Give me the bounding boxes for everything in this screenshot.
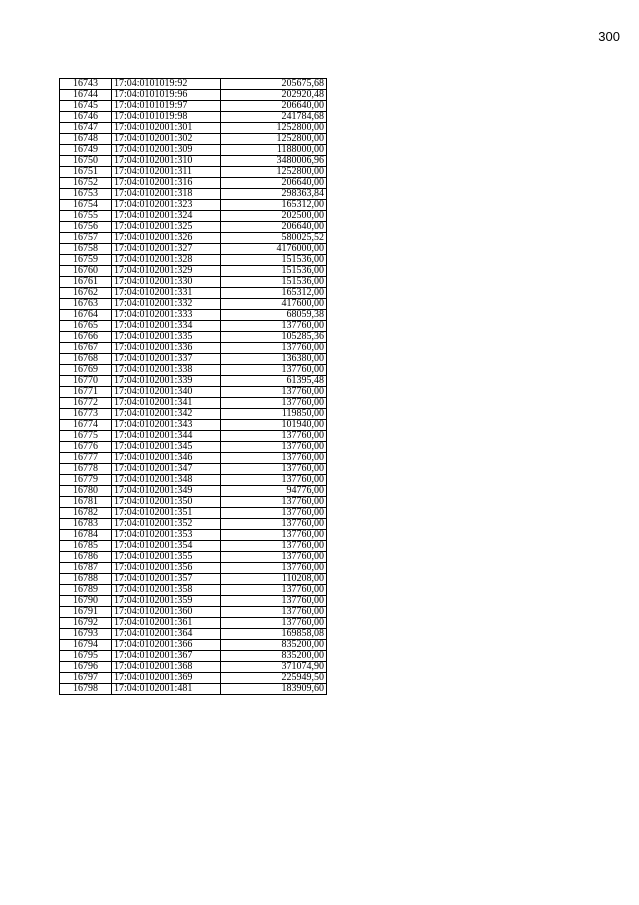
cadastral-number-cell: 17:04:0101019:98	[112, 112, 221, 123]
cadastral-number-cell: 17:04:0102001:301	[112, 123, 221, 134]
cadastral-value-cell: 137760,00	[221, 596, 327, 607]
cadastral-value-cell: 137760,00	[221, 508, 327, 519]
cadastral-number-cell: 17:04:0102001:331	[112, 288, 221, 299]
cadastral-value-cell: 183909,60	[221, 684, 327, 695]
row-number-cell: 16747	[60, 123, 112, 134]
row-number-cell: 16784	[60, 530, 112, 541]
cadastral-number-cell: 17:04:0102001:352	[112, 519, 221, 530]
cadastral-number-cell: 17:04:0102001:311	[112, 167, 221, 178]
row-number-cell: 16760	[60, 266, 112, 277]
cadastral-value-cell: 1252800,00	[221, 167, 327, 178]
cadastral-number-cell: 17:04:0102001:353	[112, 530, 221, 541]
cadastral-value-cell: 1188000,00	[221, 145, 327, 156]
row-number-cell: 16756	[60, 222, 112, 233]
row-number-cell: 16759	[60, 255, 112, 266]
table-row	[60, 508, 327, 519]
cadastral-number-cell: 17:04:0102001:339	[112, 376, 221, 387]
row-number-cell: 16798	[60, 684, 112, 695]
table-row	[60, 629, 327, 640]
row-number-cell: 16776	[60, 442, 112, 453]
row-number-cell: 16762	[60, 288, 112, 299]
table-row	[60, 640, 327, 651]
cadastral-value-cell: 137760,00	[221, 585, 327, 596]
row-number-cell: 16774	[60, 420, 112, 431]
cadastral-value-cell: 206640,00	[221, 222, 327, 233]
table-row	[60, 332, 327, 343]
cadastral-value-cell: 202500,00	[221, 211, 327, 222]
table-row	[60, 684, 327, 695]
table-row	[60, 321, 327, 332]
table-row	[60, 200, 327, 211]
cadastral-number-cell: 17:04:0102001:346	[112, 453, 221, 464]
cadastral-value-cell: 119850,00	[221, 409, 327, 420]
cadastral-number-cell: 17:04:0102001:360	[112, 607, 221, 618]
row-number-cell: 16757	[60, 233, 112, 244]
cadastral-number-cell: 17:04:0102001:323	[112, 200, 221, 211]
cadastral-value-cell: 371074,90	[221, 662, 327, 673]
cadastral-number-cell: 17:04:0102001:367	[112, 651, 221, 662]
cadastral-value-cell: 225949,50	[221, 673, 327, 684]
row-number-cell: 16782	[60, 508, 112, 519]
cadastral-value-cell: 137760,00	[221, 563, 327, 574]
cadastral-number-cell: 17:04:0102001:345	[112, 442, 221, 453]
cadastral-value-cell: 137760,00	[221, 387, 327, 398]
row-number-cell: 16753	[60, 189, 112, 200]
table-row	[60, 101, 327, 112]
row-number-cell: 16748	[60, 134, 112, 145]
cadastral-value-cell: 137760,00	[221, 398, 327, 409]
row-number-cell: 16746	[60, 112, 112, 123]
row-number-cell: 16763	[60, 299, 112, 310]
cadastral-number-cell: 17:04:0102001:356	[112, 563, 221, 574]
cadastral-value-cell: 136380,00	[221, 354, 327, 365]
table-row	[60, 189, 327, 200]
cadastral-value-cell: 151536,00	[221, 255, 327, 266]
table-row	[60, 233, 327, 244]
cadastral-value-cell: 94776,00	[221, 486, 327, 497]
row-number-cell: 16779	[60, 475, 112, 486]
row-number-cell: 16764	[60, 310, 112, 321]
cadastral-number-cell: 17:04:0102001:326	[112, 233, 221, 244]
table-row	[60, 431, 327, 442]
cadastral-value-cell: 241784,68	[221, 112, 327, 123]
row-number-cell: 16775	[60, 431, 112, 442]
cadastral-value-cell: 1252800,00	[221, 123, 327, 134]
cadastral-number-cell: 17:04:0102001:481	[112, 684, 221, 695]
table-row	[60, 178, 327, 189]
row-number-cell: 16744	[60, 90, 112, 101]
cadastral-value-cell: 3480006,96	[221, 156, 327, 167]
cadastral-number-cell: 17:04:0102001:348	[112, 475, 221, 486]
table-row	[60, 398, 327, 409]
table-row	[60, 607, 327, 618]
table-row	[60, 618, 327, 629]
table-row	[60, 90, 327, 101]
cadastral-value-cell: 165312,00	[221, 200, 327, 211]
cadastral-number-cell: 17:04:0102001:361	[112, 618, 221, 629]
page-number: 300	[598, 29, 620, 44]
cadastral-value-cell: 105285,36	[221, 332, 327, 343]
table-row	[60, 376, 327, 387]
cadastral-number-cell: 17:04:0102001:350	[112, 497, 221, 508]
row-number-cell: 16781	[60, 497, 112, 508]
cadastral-number-cell: 17:04:0102001:327	[112, 244, 221, 255]
cadastral-number-cell: 17:04:0102001:324	[112, 211, 221, 222]
row-number-cell: 16792	[60, 618, 112, 629]
table-row	[60, 420, 327, 431]
cadastral-number-cell: 17:04:0102001:310	[112, 156, 221, 167]
cadastral-number-cell: 17:04:0102001:341	[112, 398, 221, 409]
cadastral-number-cell: 17:04:0102001:328	[112, 255, 221, 266]
table-row	[60, 442, 327, 453]
row-number-cell: 16793	[60, 629, 112, 640]
table-row	[60, 134, 327, 145]
table-row	[60, 541, 327, 552]
cadastral-value-cell: 68059,38	[221, 310, 327, 321]
table-row	[60, 596, 327, 607]
table-row	[60, 123, 327, 134]
table-row	[60, 112, 327, 123]
cadastral-number-cell: 17:04:0102001:351	[112, 508, 221, 519]
table-body	[60, 79, 327, 695]
table-row	[60, 552, 327, 563]
table-row	[60, 673, 327, 684]
cadastral-value-cell: 137760,00	[221, 321, 327, 332]
table-row	[60, 453, 327, 464]
row-number-cell: 16788	[60, 574, 112, 585]
cadastral-number-cell: 17:04:0101019:96	[112, 90, 221, 101]
cadastral-value-cell: 137760,00	[221, 618, 327, 629]
cadastral-number-cell: 17:04:0102001:309	[112, 145, 221, 156]
row-number-cell: 16785	[60, 541, 112, 552]
row-number-cell: 16765	[60, 321, 112, 332]
table-row	[60, 79, 327, 90]
cadastral-value-cell: 835200,00	[221, 640, 327, 651]
row-number-cell: 16771	[60, 387, 112, 398]
cadastral-number-cell: 17:04:0102001:358	[112, 585, 221, 596]
table-row	[60, 211, 327, 222]
cadastral-value-cell: 137760,00	[221, 497, 327, 508]
cadastral-number-cell: 17:04:0102001:335	[112, 332, 221, 343]
row-number-cell: 16778	[60, 464, 112, 475]
row-number-cell: 16783	[60, 519, 112, 530]
cadastral-value-cell: 151536,00	[221, 277, 327, 288]
cadastral-number-cell: 17:04:0102001:329	[112, 266, 221, 277]
table-row	[60, 409, 327, 420]
table-row	[60, 244, 327, 255]
table-row	[60, 519, 327, 530]
cadastral-value-cell: 101940,00	[221, 420, 327, 431]
row-number-cell: 16790	[60, 596, 112, 607]
row-number-cell: 16769	[60, 365, 112, 376]
row-number-cell: 16797	[60, 673, 112, 684]
cadastral-number-cell: 17:04:0102001:332	[112, 299, 221, 310]
row-number-cell: 16749	[60, 145, 112, 156]
cadastral-number-cell: 17:04:0102001:347	[112, 464, 221, 475]
cadastral-value-cell: 202920,48	[221, 90, 327, 101]
table-row	[60, 365, 327, 376]
cadastral-value-cell: 137760,00	[221, 607, 327, 618]
table-row	[60, 145, 327, 156]
cadastral-value-cell: 835200,00	[221, 651, 327, 662]
row-number-cell: 16761	[60, 277, 112, 288]
row-number-cell: 16796	[60, 662, 112, 673]
cadastral-number-cell: 17:04:0102001:366	[112, 640, 221, 651]
cadastral-value-cell: 4176000,00	[221, 244, 327, 255]
cadastral-value-cell: 137760,00	[221, 365, 327, 376]
row-number-cell: 16794	[60, 640, 112, 651]
cadastral-value-cell: 417600,00	[221, 299, 327, 310]
cadastral-number-cell: 17:04:0101019:92	[112, 79, 221, 90]
table-row	[60, 156, 327, 167]
cadastral-value-cell: 137760,00	[221, 475, 327, 486]
cadastral-number-cell: 17:04:0102001:369	[112, 673, 221, 684]
cadastral-value-cell: 137760,00	[221, 442, 327, 453]
cadastral-value-cell: 298363,84	[221, 189, 327, 200]
cadastral-value-cell: 165312,00	[221, 288, 327, 299]
row-number-cell: 16758	[60, 244, 112, 255]
row-number-cell: 16791	[60, 607, 112, 618]
row-number-cell: 16789	[60, 585, 112, 596]
table-row	[60, 464, 327, 475]
row-number-cell: 16743	[60, 79, 112, 90]
cadastral-number-cell: 17:04:0102001:325	[112, 222, 221, 233]
cadastral-value-cell: 137760,00	[221, 541, 327, 552]
cadastral-number-cell: 17:04:0102001:316	[112, 178, 221, 189]
row-number-cell: 16754	[60, 200, 112, 211]
cadastral-number-cell: 17:04:0102001:333	[112, 310, 221, 321]
cadastral-value-cell: 137760,00	[221, 453, 327, 464]
cadastral-number-cell: 17:04:0102001:355	[112, 552, 221, 563]
row-number-cell: 16787	[60, 563, 112, 574]
cadastral-number-cell: 17:04:0102001:342	[112, 409, 221, 420]
cadastral-number-cell: 17:04:0102001:334	[112, 321, 221, 332]
cadastral-number-cell: 17:04:0102001:340	[112, 387, 221, 398]
table-row	[60, 222, 327, 233]
table-row	[60, 343, 327, 354]
table-row	[60, 288, 327, 299]
row-number-cell: 16751	[60, 167, 112, 178]
table-row	[60, 310, 327, 321]
cadastral-number-cell: 17:04:0102001:354	[112, 541, 221, 552]
cadastral-value-cell: 137760,00	[221, 464, 327, 475]
row-number-cell: 16773	[60, 409, 112, 420]
row-number-cell: 16750	[60, 156, 112, 167]
row-number-cell: 16795	[60, 651, 112, 662]
cadastral-value-table	[59, 78, 327, 695]
cadastral-number-cell: 17:04:0102001:337	[112, 354, 221, 365]
table-row	[60, 299, 327, 310]
table-row	[60, 266, 327, 277]
cadastral-number-cell: 17:04:0102001:364	[112, 629, 221, 640]
table-row	[60, 354, 327, 365]
row-number-cell: 16770	[60, 376, 112, 387]
table-row	[60, 651, 327, 662]
row-number-cell: 16752	[60, 178, 112, 189]
cadastral-number-cell: 17:04:0102001:357	[112, 574, 221, 585]
row-number-cell: 16766	[60, 332, 112, 343]
cadastral-number-cell: 17:04:0102001:349	[112, 486, 221, 497]
cadastral-value-cell: 137760,00	[221, 343, 327, 354]
row-number-cell: 16745	[60, 101, 112, 112]
table-row	[60, 497, 327, 508]
cadastral-value-cell: 169858,08	[221, 629, 327, 640]
cadastral-number-cell: 17:04:0102001:344	[112, 431, 221, 442]
row-number-cell: 16767	[60, 343, 112, 354]
cadastral-value-cell: 580025,52	[221, 233, 327, 244]
cadastral-number-cell: 17:04:0102001:343	[112, 420, 221, 431]
cadastral-value-cell: 1252800,00	[221, 134, 327, 145]
table-row	[60, 277, 327, 288]
cadastral-number-cell: 17:04:0101019:97	[112, 101, 221, 112]
table-row	[60, 563, 327, 574]
table-row	[60, 662, 327, 673]
table-row	[60, 255, 327, 266]
cadastral-value-cell: 137760,00	[221, 431, 327, 442]
cadastral-number-cell: 17:04:0102001:318	[112, 189, 221, 200]
row-number-cell: 16772	[60, 398, 112, 409]
cadastral-value-cell: 206640,00	[221, 178, 327, 189]
cadastral-value-cell: 206640,00	[221, 101, 327, 112]
table-row	[60, 475, 327, 486]
table-row	[60, 387, 327, 398]
cadastral-number-cell: 17:04:0102001:359	[112, 596, 221, 607]
cadastral-number-cell: 17:04:0102001:338	[112, 365, 221, 376]
cadastral-value-cell: 137760,00	[221, 552, 327, 563]
cadastral-value-cell: 137760,00	[221, 530, 327, 541]
cadastral-value-cell: 137760,00	[221, 519, 327, 530]
cadastral-number-cell: 17:04:0102001:302	[112, 134, 221, 145]
table-row	[60, 585, 327, 596]
row-number-cell: 16755	[60, 211, 112, 222]
cadastral-value-cell: 110208,00	[221, 574, 327, 585]
cadastral-number-cell: 17:04:0102001:368	[112, 662, 221, 673]
cadastral-number-cell: 17:04:0102001:330	[112, 277, 221, 288]
row-number-cell: 16780	[60, 486, 112, 497]
row-number-cell: 16786	[60, 552, 112, 563]
table-row	[60, 486, 327, 497]
table-row	[60, 530, 327, 541]
table-row	[60, 167, 327, 178]
table-row	[60, 574, 327, 585]
row-number-cell: 16777	[60, 453, 112, 464]
cadastral-value-cell: 151536,00	[221, 266, 327, 277]
row-number-cell: 16768	[60, 354, 112, 365]
cadastral-number-cell: 17:04:0102001:336	[112, 343, 221, 354]
cadastral-value-cell: 205675,68	[221, 79, 327, 90]
cadastral-value-cell: 61395,48	[221, 376, 327, 387]
